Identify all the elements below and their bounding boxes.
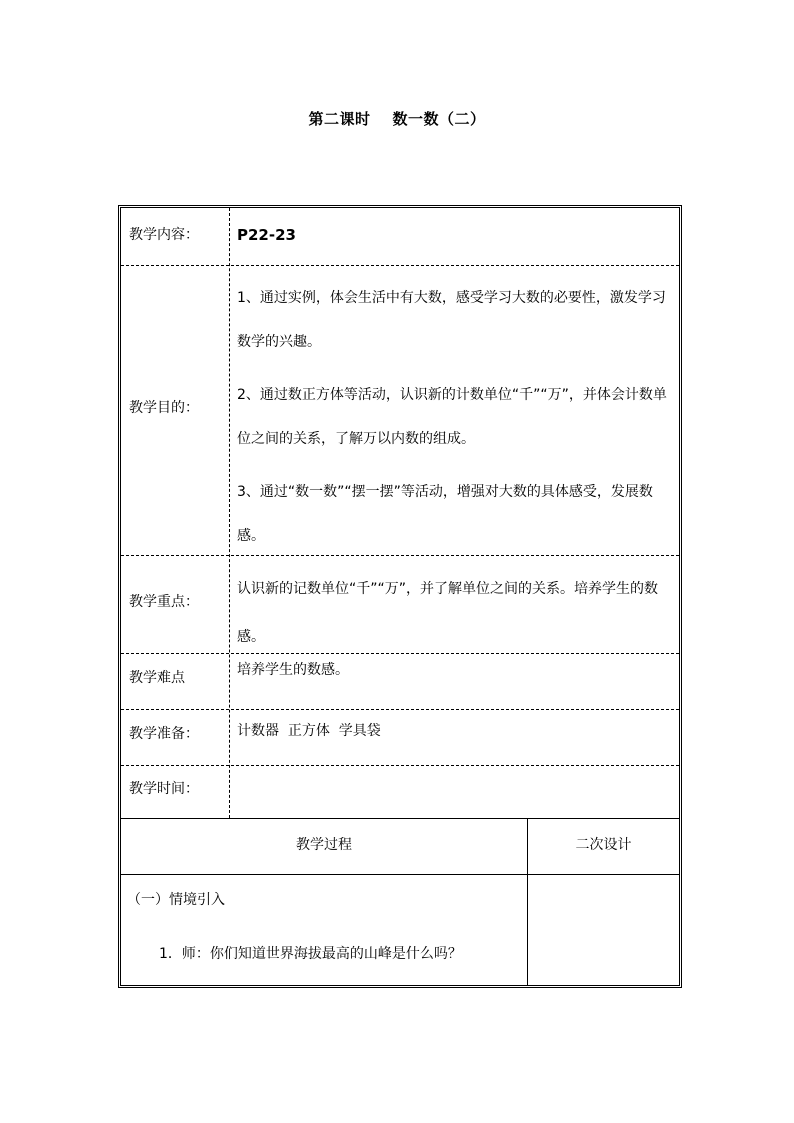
lesson-plan-table — [118, 205, 682, 988]
row-divider — [121, 818, 679, 819]
section-intro: （一）情境引入 — [127, 892, 225, 908]
row-divider — [121, 874, 679, 875]
objective-item-2: 2、通过数正方体等活动，认识新的计数单位“千”“万”，并体会计数单位之间的关系，了解万以内数的组成。 — [237, 387, 667, 447]
preparation-label: 教学准备： — [129, 726, 199, 742]
lesson-name: 数一数（二） — [392, 110, 486, 128]
row-divider — [121, 265, 679, 266]
label-column-divider — [229, 208, 230, 818]
time-label: 教学时间： — [129, 781, 199, 797]
difficulties-value: 培养学生的数感。 — [237, 662, 349, 678]
content-value: P22-23 — [237, 226, 296, 244]
objective-item-3: 3、通过“数一数”“摆一摆”等活动，增强对大数的具体感受，发展数感。 — [237, 484, 653, 544]
content-label: 教学内容： — [129, 227, 199, 243]
process-header: 教学过程 — [296, 837, 352, 853]
page-title — [0, 108, 794, 129]
key-points-label: 教学重点： — [129, 594, 199, 610]
redesign-header: 二次设计 — [575, 837, 632, 853]
difficulties-label: 教学难点 — [129, 670, 185, 686]
row-divider — [121, 709, 679, 710]
objectives-label: 教学目的： — [129, 400, 199, 416]
row-divider — [121, 653, 679, 654]
row-divider — [121, 765, 679, 766]
preparation-value: 计数器 正方体 学具袋 — [237, 723, 381, 739]
key-points-value: 认识新的记数单位“千”“万”，并了解单位之间的关系。培养学生的数感。 — [237, 581, 659, 645]
step-1: 1．师：你们知道世界海拔最高的山峰是什么吗？ — [159, 946, 462, 962]
objective-item-1: 1、通过实例，体会生活中有大数，感受学习大数的必要性，激发学习数学的兴趣。 — [237, 290, 666, 350]
lesson-number: 第二课时 — [308, 110, 371, 128]
objectives-list — [237, 276, 677, 558]
row-divider — [121, 555, 679, 556]
